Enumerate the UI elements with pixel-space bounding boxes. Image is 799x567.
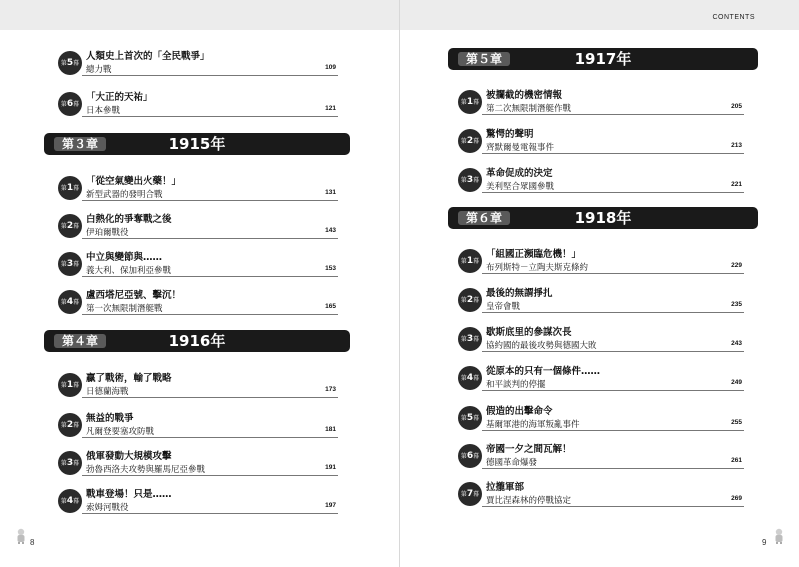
entry-title: 歇斯底里的參謀次長	[486, 327, 572, 338]
entry-subtitle: 和平談判的停擺	[486, 380, 546, 390]
toc-entry[interactable]	[458, 361, 744, 395]
chapter-label: 第５章	[458, 52, 510, 66]
act-badge-number: 4	[466, 373, 474, 383]
entry-title: 俄軍發動大規模攻擊	[86, 451, 172, 462]
entry-page-number: 173	[325, 386, 336, 393]
entry-title: 贏了戰術，輸了戰略	[86, 373, 172, 384]
act-badge-suffix: 幕	[73, 382, 80, 389]
act-badge-prefix: 第	[460, 453, 467, 460]
entry-page-number: 221	[731, 181, 742, 188]
entry-underline	[82, 475, 338, 476]
toc-entry[interactable]	[58, 408, 338, 442]
act-badge-number: 3	[466, 175, 474, 185]
entry-page-number: 213	[731, 142, 742, 149]
entry-title: 「從空氣變出火藥！」	[86, 176, 182, 187]
chapter-label: 第６章	[458, 211, 510, 225]
entry-subtitle: 新型武器的發明合戰	[86, 190, 163, 200]
toc-entry[interactable]	[58, 247, 338, 281]
act-badge	[458, 366, 482, 390]
contents-header: CONTENTS	[712, 14, 755, 21]
chapter-banner	[448, 48, 758, 70]
entry-page-number: 261	[731, 457, 742, 464]
act-badge-number: 6	[66, 99, 74, 109]
act-badge	[458, 444, 482, 468]
toc-entry[interactable]	[58, 285, 338, 319]
entry-subtitle: 日本參戰	[86, 106, 121, 116]
toc-entry[interactable]	[58, 46, 338, 80]
act-badge	[58, 489, 82, 513]
toc-entry[interactable]	[458, 322, 744, 356]
entry-underline	[482, 192, 744, 193]
entry-subtitle: 凡爾登要塞攻防戰	[86, 427, 155, 437]
toc-entry[interactable]	[458, 244, 744, 278]
entry-underline	[82, 314, 338, 315]
act-badge-number: 2	[466, 295, 474, 305]
act-badge	[58, 373, 82, 397]
entry-underline	[82, 238, 338, 239]
act-badge-number: 7	[466, 489, 474, 499]
act-badge-suffix: 幕	[73, 60, 80, 67]
chapter-banner	[44, 133, 350, 155]
act-badge-number: 6	[466, 451, 474, 461]
act-badge-number: 5	[66, 58, 74, 68]
act-badge-suffix: 幕	[73, 101, 80, 108]
act-badge	[58, 290, 82, 314]
chapter-label: 第３章	[54, 137, 106, 151]
act-badge	[58, 51, 82, 75]
act-badge-prefix: 第	[60, 460, 67, 467]
act-badge-prefix: 第	[60, 382, 67, 389]
entry-subtitle: 日德蘭海戰	[86, 387, 129, 397]
chapter-year: 1917年	[574, 50, 632, 68]
entry-page-number: 153	[325, 265, 336, 272]
entry-underline	[82, 116, 338, 117]
chapter-year: 1918年	[574, 209, 632, 227]
act-badge	[58, 92, 82, 116]
entry-subtitle: 索姆河戰役	[86, 503, 129, 513]
act-badge-prefix: 第	[60, 101, 67, 108]
act-badge	[458, 249, 482, 273]
entry-subtitle: 伊珀爾戰役	[86, 228, 129, 238]
act-badge-suffix: 幕	[73, 299, 80, 306]
toc-entry[interactable]	[458, 439, 744, 473]
act-badge-prefix: 第	[460, 297, 467, 304]
mascot-icon	[14, 528, 28, 544]
act-badge-number: 4	[66, 297, 74, 307]
toc-entry[interactable]	[58, 446, 338, 480]
act-badge-suffix: 幕	[473, 258, 480, 265]
act-badge-number: 2	[66, 420, 74, 430]
act-badge-suffix: 幕	[73, 422, 80, 429]
act-badge-prefix: 第	[60, 261, 67, 268]
act-badge-prefix: 第	[60, 223, 67, 230]
act-badge-prefix: 第	[460, 99, 467, 106]
toc-entry[interactable]	[458, 283, 744, 317]
entry-subtitle: 勃魯西洛夫攻勢與羅馬尼亞參戰	[86, 465, 206, 475]
chapter-year: 1916年	[168, 332, 226, 350]
entry-page-number: 131	[325, 189, 336, 196]
entry-underline	[482, 390, 744, 391]
act-badge-suffix: 幕	[473, 336, 480, 343]
act-badge	[58, 413, 82, 437]
entry-page-number: 229	[731, 262, 742, 269]
entry-title: 無益的戰爭	[86, 413, 134, 424]
entry-subtitle: 義大利、保加利亞參戰	[86, 266, 172, 276]
act-badge-number: 1	[466, 97, 474, 107]
act-badge-number: 3	[466, 334, 474, 344]
act-badge-suffix: 幕	[473, 415, 480, 422]
entry-underline	[482, 351, 744, 352]
left-page-number: 8	[30, 538, 35, 547]
entry-title: 帝國一夕之間瓦解！	[486, 444, 572, 455]
entry-page-number: 235	[731, 301, 742, 308]
act-badge	[58, 176, 82, 200]
entry-underline	[482, 468, 744, 469]
act-badge-suffix: 幕	[73, 223, 80, 230]
act-badge	[58, 214, 82, 238]
chapter-year: 1915年	[168, 135, 226, 153]
entry-subtitle: 第二次無限制潛艇作戰	[486, 104, 572, 114]
toc-entry[interactable]	[458, 401, 744, 435]
act-badge-prefix: 第	[460, 415, 467, 422]
entry-title: 革命促成的決定	[486, 168, 553, 179]
toc-entry[interactable]	[58, 484, 338, 518]
entry-page-number: 109	[325, 64, 336, 71]
act-badge	[458, 90, 482, 114]
entry-subtitle: 賈比涅森林的停戰協定	[486, 496, 572, 506]
entry-underline	[482, 430, 744, 431]
entry-page-number: 165	[325, 303, 336, 310]
act-badge-number: 4	[66, 496, 74, 506]
act-badge-suffix: 幕	[473, 177, 480, 184]
act-badge-suffix: 幕	[473, 375, 480, 382]
entry-subtitle: 齊默爾曼電報事件	[486, 143, 555, 153]
act-badge-suffix: 幕	[73, 498, 80, 505]
act-badge	[458, 482, 482, 506]
entry-underline	[482, 153, 744, 154]
act-badge-prefix: 第	[60, 185, 67, 192]
entry-title: 從原本的只有一個條件……	[486, 366, 601, 377]
entry-title: 驚愕的聲明	[486, 129, 534, 140]
act-badge-suffix: 幕	[473, 297, 480, 304]
entry-underline	[482, 506, 744, 507]
toc-entry[interactable]	[58, 209, 338, 243]
act-badge	[458, 406, 482, 430]
entry-page-number: 143	[325, 227, 336, 234]
act-badge-suffix: 幕	[473, 453, 480, 460]
entry-page-number: 269	[731, 495, 742, 502]
act-badge-prefix: 第	[460, 336, 467, 343]
act-badge	[58, 252, 82, 276]
entry-title: 假造的出擊命令	[486, 406, 553, 417]
entry-title: 最後的無謂掙扎	[486, 288, 553, 299]
entry-page-number: 205	[731, 103, 742, 110]
entry-page-number: 249	[731, 379, 742, 386]
entry-underline	[82, 75, 338, 76]
act-badge-number: 1	[66, 183, 74, 193]
act-badge-prefix: 第	[460, 177, 467, 184]
entry-underline	[82, 397, 338, 398]
act-badge-prefix: 第	[460, 258, 467, 265]
toc-entry[interactable]	[58, 171, 338, 205]
act-badge-prefix: 第	[460, 138, 467, 145]
chapter-banner	[448, 207, 758, 229]
act-badge-number: 5	[466, 413, 474, 423]
act-badge	[58, 451, 82, 475]
act-badge-number: 2	[466, 136, 474, 146]
entry-title: 戰車登場！只是……	[86, 489, 172, 500]
entry-title: 「大正的天祐」	[86, 92, 153, 103]
entry-title: 拉攏軍部	[486, 482, 525, 493]
act-badge-number: 1	[66, 380, 74, 390]
act-badge-suffix: 幕	[73, 185, 80, 192]
act-badge-prefix: 第	[460, 491, 467, 498]
act-badge	[458, 168, 482, 192]
entry-title: 「組國正瀕臨危機！」	[486, 249, 582, 260]
act-badge-suffix: 幕	[473, 138, 480, 145]
entry-page-number: 121	[325, 105, 336, 112]
entry-title: 中立與變節與……	[86, 252, 163, 263]
entry-subtitle: 美利堅合眾國參戰	[486, 182, 555, 192]
entry-title: 人類史上首次的「全民戰爭」	[86, 51, 210, 62]
entry-underline	[482, 312, 744, 313]
act-badge-number: 3	[66, 458, 74, 468]
entry-underline	[82, 200, 338, 201]
entry-page-number: 197	[325, 502, 336, 509]
entry-page-number: 255	[731, 419, 742, 426]
entry-underline	[482, 114, 744, 115]
entry-page-number: 243	[731, 340, 742, 347]
act-badge-suffix: 幕	[473, 491, 480, 498]
act-badge-prefix: 第	[60, 498, 67, 505]
toc-entry[interactable]	[458, 124, 744, 158]
entry-page-number: 191	[325, 464, 336, 471]
act-badge-suffix: 幕	[473, 99, 480, 106]
act-badge-number: 3	[66, 259, 74, 269]
entry-subtitle: 皇帝會戰	[486, 302, 521, 312]
entry-underline	[82, 437, 338, 438]
entry-underline	[482, 273, 744, 274]
act-badge-prefix: 第	[460, 375, 467, 382]
toc-entry[interactable]	[58, 87, 338, 121]
entry-subtitle: 總力戰	[86, 65, 112, 75]
chapter-label: 第４章	[54, 334, 106, 348]
entry-subtitle: 基爾軍港的海軍叛亂事件	[486, 420, 580, 430]
act-badge-suffix: 幕	[73, 261, 80, 268]
toc-entry[interactable]	[458, 163, 744, 197]
chapter-banner	[44, 330, 350, 352]
act-badge-number: 2	[66, 221, 74, 231]
entry-subtitle: 德國革命爆發	[486, 458, 538, 468]
book-spine	[399, 0, 400, 567]
act-badge	[458, 129, 482, 153]
entry-title: 白熱化的爭奪戰之後	[86, 214, 172, 225]
entry-subtitle: 布列斯特－立陶夫斯克條約	[486, 263, 589, 273]
entry-title: 被攔截的機密情報	[486, 90, 563, 101]
entry-page-number: 181	[325, 426, 336, 433]
act-badge	[458, 288, 482, 312]
mascot-icon	[772, 528, 786, 544]
entry-subtitle: 協約國的最後攻勢與德國大敗	[486, 341, 597, 351]
act-badge-prefix: 第	[60, 422, 67, 429]
act-badge-prefix: 第	[60, 60, 67, 67]
act-badge-suffix: 幕	[73, 460, 80, 467]
right-page-number: 9	[762, 538, 767, 547]
entry-underline	[82, 276, 338, 277]
toc-entry[interactable]	[58, 368, 338, 402]
toc-entry[interactable]	[458, 85, 744, 119]
entry-subtitle: 第一次無限制潛艇戰	[86, 304, 163, 314]
act-badge-prefix: 第	[60, 299, 67, 306]
entry-title: 盧西塔尼亞號、擊沉！	[86, 290, 182, 301]
entry-underline	[82, 513, 338, 514]
toc-entry[interactable]	[458, 477, 744, 511]
act-badge-number: 1	[466, 256, 474, 266]
act-badge	[458, 327, 482, 351]
